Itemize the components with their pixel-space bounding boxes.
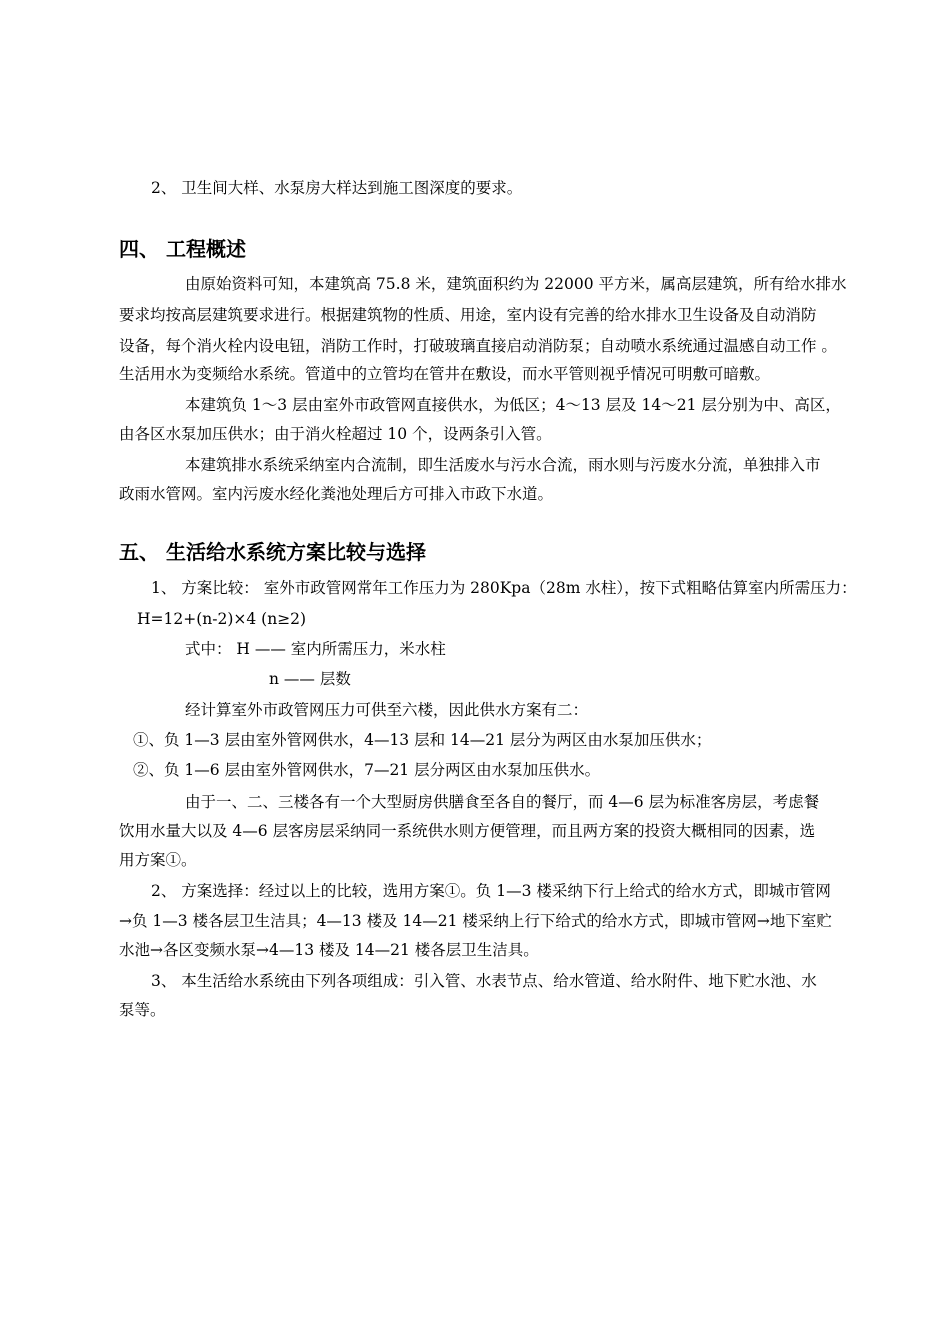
paragraph-line: 经计算室外市政管网压力可供至六楼，因此供水方案有二： bbox=[185, 701, 589, 719]
formula-legend-line: 式中： H —— 室内所需压力，米水柱 bbox=[185, 640, 446, 658]
option-line-1: ①、负 1—3 层由室外管网供水，4—13 层和 14—21 层分为两区由水泵加压供水； bbox=[133, 731, 712, 749]
paragraph-line: 本建筑负 1～3 层由室外市政管网直接供水，为低区；4～13 层及 14～21 层分别为中、高区， bbox=[185, 396, 841, 414]
list-item-2: 2、 卫生间大样、水泵房大样达到施工图深度的要求。 bbox=[151, 179, 523, 197]
paragraph-line: →负 1—3 楼各层卫生洁具；4—13 楼及 14—21 楼采纳上行下给式的给水方式，即城市管网→地下室贮 bbox=[119, 912, 832, 930]
formula-legend-line: n —— 层数 bbox=[269, 670, 351, 688]
paragraph-line: 政雨水管网。室内污废水经化粪池处理后方可排入市政下水道。 bbox=[119, 485, 554, 503]
paragraph-line: 生活用水为变频给水系统。管道中的立管均在管井在敷设，而水平管则视乎情况可明敷可暗敷。 bbox=[119, 365, 771, 383]
paragraph-line: 水池→各区变频水泵→4—13 楼及 14—21 楼各层卫生洁具。 bbox=[119, 941, 539, 959]
option-line-2: ②、负 1—6 层由室外管网供水，7—21 层分两区由水泵加压供水。 bbox=[133, 761, 601, 779]
section-heading-4: 四、 工程概述 bbox=[119, 237, 246, 261]
formula-line: H=12+(n-2)×4 (n≥2) bbox=[137, 610, 307, 628]
paragraph-line: 泵等。 bbox=[119, 1001, 166, 1019]
paragraph-line: 设备，每个消火栓内设电钮，消防工作时，打破玻璃直接启动消防泵；自动喷水系统通过温感自动工作 。 bbox=[119, 337, 837, 355]
section-heading-5: 五、 生活给水系统方案比较与选择 bbox=[119, 540, 426, 564]
paragraph-line: 由于一、二、三楼各有一个大型厨房供膳食至各自的餐厅，而 4—6 层为标准客房层，考虑餐 bbox=[185, 793, 820, 811]
paragraph-line: 饮用水量大以及 4—6 层客房层采纳同一系统供水则方便管理，而且两方案的投资大概相同的因素，选 bbox=[119, 822, 816, 840]
paragraph-line: 1、 方案比较： 室外市政管网常年工作压力为 280Kpa（28m 水柱），按下式粗略估算室内所需压力： bbox=[151, 579, 857, 597]
paragraph-line: 由原始资料可知，本建筑高 75.8 米，建筑面积约为 22000 平方米，属高层建筑，所有给水排水 bbox=[185, 275, 847, 293]
paragraph-line: 由各区水泵加压供水；由于消火栓超过 10 个，设两条引入管。 bbox=[119, 425, 552, 443]
paragraph-line: 本建筑排水系统采纳室内合流制，即生活废水与污水合流，雨水则与污废水分流，单独排入市 bbox=[185, 456, 821, 474]
paragraph-line: 2、 方案选择：经过以上的比较，选用方案①。负 1—3 楼采纳下行上给式的给水方式，即城市管网 bbox=[151, 882, 831, 900]
paragraph-line: 要求均按高层建筑要求进行。根据建筑物的性质、用途，室内设有完善的给水排水卫生设备及自动消防 bbox=[119, 306, 817, 324]
paragraph-line: 3、 本生活给水系统由下列各项组成：引入管、水表节点、给水管道、给水附件、地下贮水池、水 bbox=[151, 972, 817, 990]
paragraph-line: 用方案①。 bbox=[119, 851, 197, 869]
